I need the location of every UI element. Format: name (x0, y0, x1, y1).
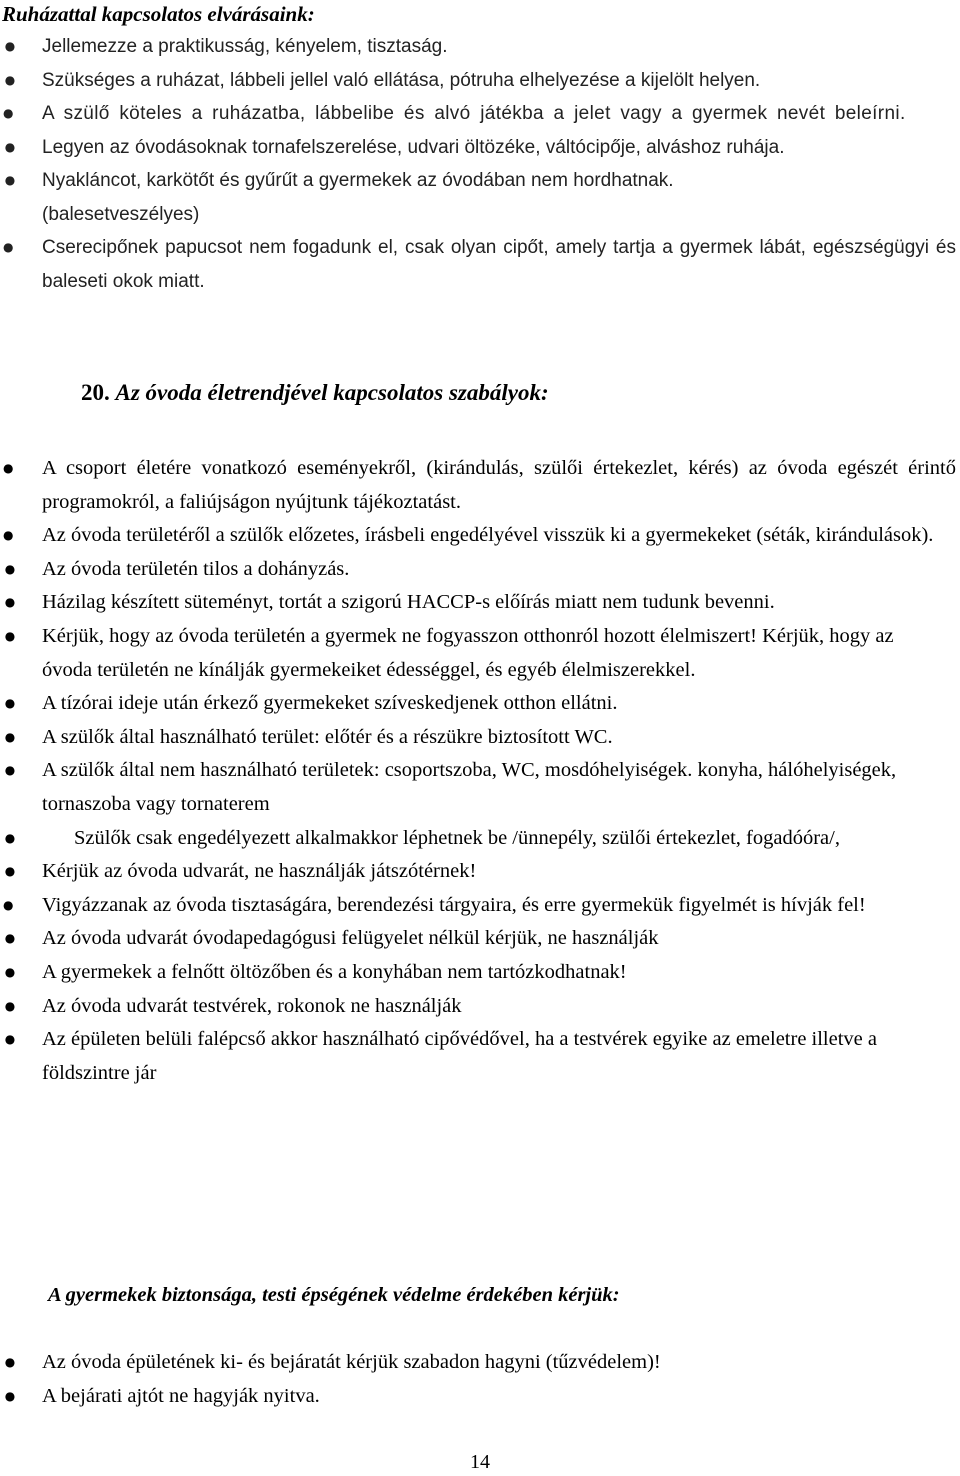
list-item (0, 922, 960, 956)
bullet-icon: ● (3, 528, 14, 543)
bullet-icon: ● (4, 864, 16, 879)
list-item-text: A szülők által nem használható területek: csoportszoba, WC, mosdóhelyiségek. konyha, hálóhelyiségek, tornaszoba vagy tornaterem (42, 759, 897, 815)
bullet-icon: ● (4, 1388, 16, 1403)
list-item (0, 1346, 960, 1380)
section-number: 20. (81, 380, 110, 405)
list-item (0, 687, 960, 721)
bullet-icon: ● (4, 729, 16, 744)
section-title (81, 379, 549, 407)
list-item (0, 1023, 960, 1090)
bullet-icon: ● (4, 998, 16, 1013)
list-item-text: Kérjük, hogy az óvoda területén a gyermek ne fogyasszon otthonról hozott élelmiszert! Kérjük, hogy az óvoda területén ne kínálják gyermekeiket édességgel, és egyéb élelmiszerekkel. (42, 624, 894, 681)
list-item-text: Az épületen belüli falépcső akkor használható cipővédővel, ha a testvérek egyike az emeletre illetve a földszintre jár (42, 1028, 877, 1084)
bullet-icon: ● (4, 561, 16, 576)
list-item (0, 519, 960, 553)
list-item (0, 889, 960, 923)
list-item (0, 956, 960, 990)
clothing-list (0, 30, 960, 298)
list-item-text: A szülő köteles a ruházatba, lábbelibe és alvó játékba a jelet vagy a gyermek nevét beleírni. (42, 103, 906, 124)
list-item-text: Vigyázzanak az óvoda tisztaságára, berendezési tárgyaira, és erre gyermekük figyelmét is hívják fel! (42, 893, 866, 916)
list-item (0, 64, 960, 98)
section-title-text: Az óvoda életrendjével kapcsolatos szabályok: (115, 380, 549, 405)
list-item-text: Szülők csak engedélyezett alkalmakkor léphetnek be /ünnepély, szülői értekezlet, fogadóóra/, (74, 826, 840, 849)
bullet-icon: ● (4, 830, 16, 845)
list-item-text: A gyermekek a felnőtt öltözőben és a konyhában nem tartózkodhatnak! (42, 960, 627, 983)
list-item (0, 620, 960, 687)
bullet-icon: ● (4, 72, 16, 87)
list-item (0, 754, 960, 821)
bullet-icon: ● (4, 763, 16, 778)
list-item-text: A tízórai ideje után érkező gyermekeket szíveskedjenek otthon ellátni. (42, 692, 618, 715)
list-item-text: Az óvoda udvarát testvérek, rokonok ne használják (42, 994, 462, 1017)
bullet-icon: ● (4, 595, 16, 610)
bullet-icon: ● (4, 1032, 16, 1047)
list-item (0, 855, 960, 889)
list-item (0, 1380, 960, 1414)
bullet-icon: ● (4, 964, 16, 979)
rules-list (0, 452, 960, 1090)
list-item-text: Az óvoda udvarát óvodapedagógusi felügyelet nélkül kérjük, ne használják (42, 927, 659, 950)
list-item-text: Az óvoda területéről a szülők előzetes, írásbeli engedélyével visszük ki a gyermekeket (séták, kirándulások). (42, 524, 934, 547)
page-number: 14 (470, 1451, 490, 1473)
list-item (0, 990, 960, 1024)
list-item-text: Az óvoda épületének ki- és bejáratát kérjük szabadon hagyni (tűzvédelem)! (42, 1351, 661, 1373)
list-item-text: Házilag készített süteményt, tortát a szigorú HACCP-s előírás miatt nem tudunk bevenni. (42, 591, 775, 614)
list-item-text: Jellemezze a praktikusság, kényelem, tisztaság. (42, 36, 448, 57)
list-item-text: Cserecipőnek papucsot nem fogadunk el, csak olyan cipőt, amely tartja a gyermek lábát, egészségügyi és baleseti okok miatt. (42, 237, 956, 292)
list-item (0, 553, 960, 587)
bullet-icon: ● (3, 240, 14, 254)
bullet-icon: ● (4, 139, 16, 154)
list-item (0, 231, 960, 298)
bullet-icon: ● (3, 106, 14, 120)
list-item-text: Szükséges a ruházat, lábbeli jellel való ellátása, pótruha elhelyezése a kijelölt helyen. (42, 69, 761, 91)
bullet-icon: ● (4, 628, 16, 643)
bullet-icon: ● (4, 931, 16, 946)
list-item-text: Nyakláncot, karkötőt és gyűrűt a gyermekek az óvodában nem hordhatnak.(balesetveszélyes) (42, 170, 674, 225)
bullet-icon: ● (3, 897, 14, 912)
bullet-icon: ● (4, 1355, 16, 1369)
bullet-icon: ● (3, 461, 14, 475)
list-item (0, 822, 960, 856)
safety-list (0, 1346, 960, 1413)
list-item-text: A szülők által használható terület: előtér és a részükre biztosított WC. (42, 725, 613, 748)
list-item-text: A bejárati ajtót ne hagyják nyitva. (42, 1384, 320, 1407)
list-item (0, 452, 960, 519)
list-item-text: Az óvoda területén tilos a dohányzás. (42, 557, 350, 580)
list-item (0, 97, 960, 131)
bullet-icon: ● (4, 173, 16, 187)
list-item-text: Legyen az óvodásoknak tornafelszerelése, udvari öltözéke, váltócipője, alváshoz ruhája. (42, 136, 785, 158)
safety-heading: A gyermekek biztonsága, testi épségének védelme érdekében kérjük: (48, 1284, 620, 1306)
bullet-icon: ● (4, 696, 16, 711)
list-item-text: A csoport életére vonatkozó eseményekről, (kirándulás, szülői értekezlet, kérés) az óvoda egészét érintő programokról, a faliújságon nyújtunk tájékoztatást. (42, 457, 956, 513)
list-item-text: Kérjük az óvoda udvarát, ne használják játszótérnek! (42, 860, 477, 883)
list-item (0, 721, 960, 755)
bullet-icon: ● (4, 39, 16, 53)
list-item (0, 164, 960, 231)
list-item (0, 30, 960, 64)
clothing-heading: Ruházattal kapcsolatos elvárásaink: (2, 2, 315, 26)
list-item (0, 131, 960, 165)
list-item (0, 586, 960, 620)
